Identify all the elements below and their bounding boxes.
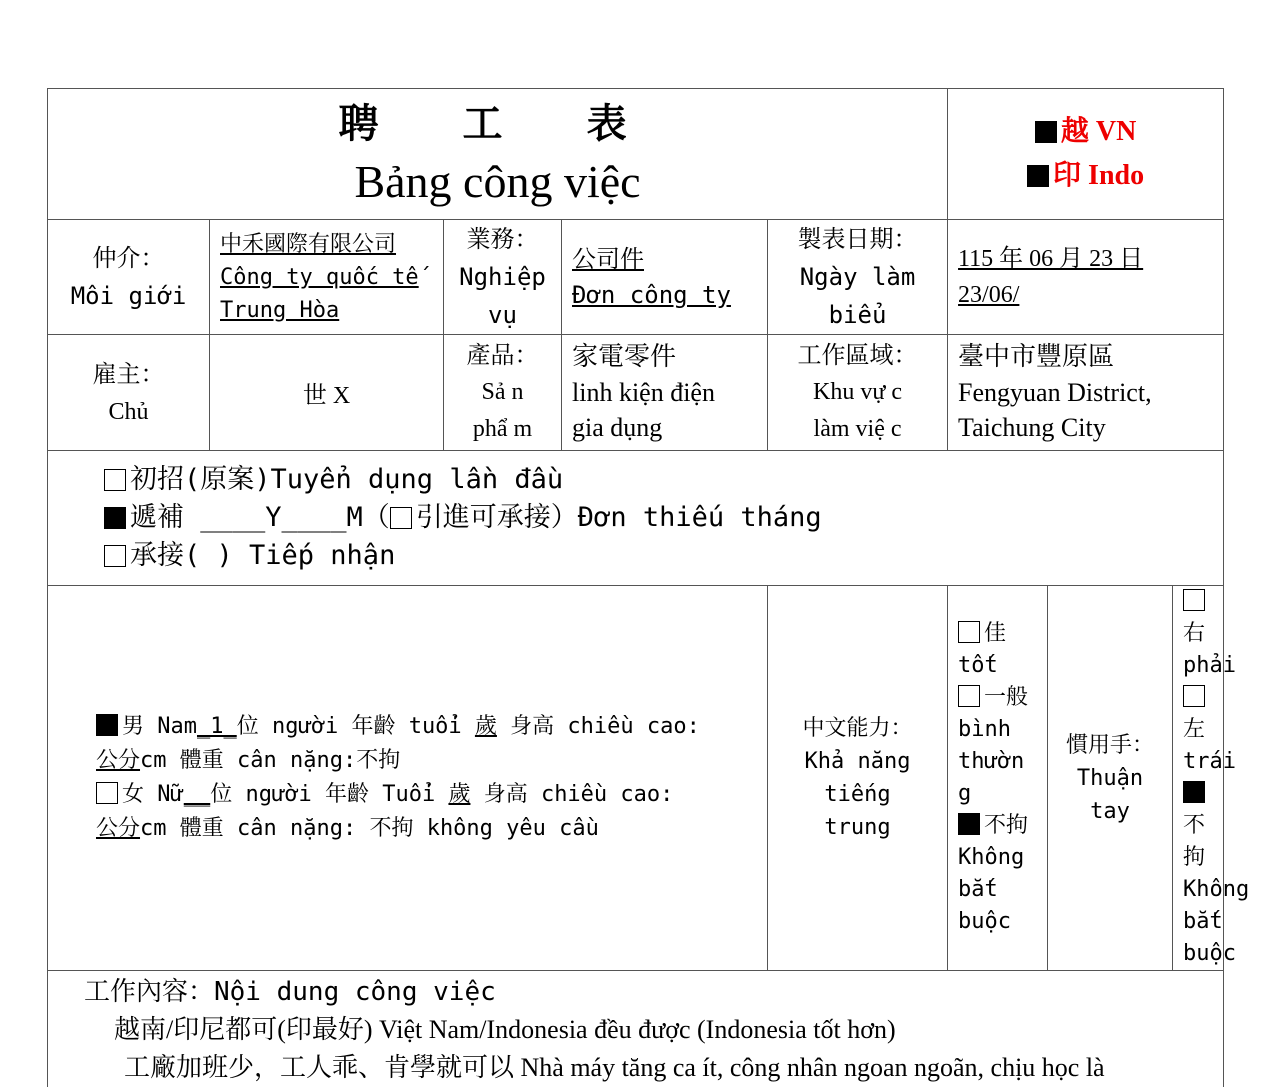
- gender-cell: [48, 586, 768, 971]
- chinese-none-vi1: Không: [958, 842, 1047, 874]
- title-vi: Bảng công việc: [48, 155, 947, 208]
- language-cell: [948, 89, 1224, 220]
- business-value-zh: 公司件: [572, 241, 767, 277]
- area-label: [768, 335, 948, 451]
- male-d: cm 體重 cân nặng:不拘: [140, 748, 400, 773]
- checkbox-chinese-good[interactable]: [958, 621, 980, 643]
- date-value-vi: 23/06/: [958, 277, 1223, 313]
- lang-indo: 印 Indo: [1053, 160, 1144, 191]
- date-label-vi1: Ngày làm: [768, 258, 947, 296]
- recruit-options: [48, 451, 1224, 586]
- recruit-opt1: [104, 461, 1223, 499]
- business-label-vi2: vụ: [444, 296, 561, 334]
- checkbox-initial[interactable]: [104, 469, 126, 491]
- hand-right-zh: 右: [1183, 621, 1205, 646]
- product-value-vi2: gia dụng: [572, 410, 767, 445]
- recruit-opt2b-text: 引進可承接）Đơn thiếu tháng: [416, 502, 822, 533]
- male-line: [96, 710, 767, 744]
- hand-label-vi2: tay: [1048, 795, 1172, 828]
- checkbox-hand-none[interactable]: [1183, 781, 1205, 803]
- checkbox-chinese-none[interactable]: [958, 813, 980, 835]
- job-content-line1: 越南/印尼都可(印最好) Việt Nam/Indonesia đều được (Indonesia tốt hơn): [84, 1011, 1223, 1049]
- job-content-line2: 工廠加班少，工人乖、肯學就可以 Nhà máy tăng ca ít, công nhân ngoan ngoãn, chịu học là: [84, 1049, 1223, 1087]
- business-label: [444, 220, 562, 335]
- female-a: 女 Nữ: [122, 782, 184, 807]
- broker-value-zh: 中禾國際有限公司: [220, 228, 443, 261]
- checkbox-replace[interactable]: [104, 507, 126, 529]
- checkbox-male[interactable]: [96, 714, 118, 736]
- hand-left-vi: trái: [1183, 746, 1223, 778]
- area-label-vi2: làm việ c: [768, 411, 947, 448]
- area-label-vi1: Khu vự c: [768, 374, 947, 411]
- female-b: 位 người 年齡 Tuổi: [210, 782, 448, 807]
- date-value-zh: 115 年 06 月 23 日: [958, 241, 1223, 277]
- recruit-opt3-text: 承接( ) Tiếp nhận: [130, 540, 395, 571]
- chinese-good-vi: tốt: [958, 650, 1047, 682]
- title-zh: 聘 工 表: [48, 92, 947, 149]
- business-label-vi1: Nghiệp: [444, 258, 561, 296]
- female-height-unit: 公分: [96, 816, 140, 841]
- hand-none-vi3: buộc: [1183, 938, 1223, 970]
- male-age-unit: 歲: [475, 714, 497, 739]
- area-value: [948, 335, 1224, 451]
- area-label-zh: 工作區域：: [768, 337, 947, 374]
- checkbox-transferable[interactable]: [390, 507, 412, 529]
- chinese-label-vi1: Khả năng: [768, 745, 947, 778]
- chinese-none-vi3: buộc: [958, 906, 1047, 938]
- checkbox-hand-right[interactable]: [1183, 589, 1205, 611]
- female-age-unit: 歲: [448, 782, 470, 807]
- broker-label: [48, 220, 210, 335]
- female-c: 身高 chiều cao:: [470, 782, 673, 807]
- broker-label-vi: Môi giới: [48, 277, 209, 315]
- broker-label-zh: 仲介：: [48, 239, 209, 277]
- female-line2: [96, 812, 767, 846]
- employer-label-zh: 雇主：: [48, 355, 209, 393]
- female-line: [96, 778, 767, 812]
- checkbox-hand-left[interactable]: [1183, 685, 1205, 707]
- chinese-none-zh: 不拘: [984, 813, 1028, 838]
- chinese-label-zh: 中文能力：: [768, 712, 947, 745]
- recruit-opt3: [104, 537, 1223, 575]
- chinese-good-zh: 佳: [984, 621, 1006, 646]
- chinese-normal-zh: 一般: [984, 685, 1028, 710]
- product-label-vi2: phẩ m: [444, 411, 561, 448]
- job-content-label: 工作內容：Nội dung công việc: [84, 973, 1223, 1011]
- broker-value: [210, 220, 444, 335]
- lang-vn: 越 VN: [1061, 116, 1136, 147]
- date-label: [768, 220, 948, 335]
- male-b: 位 người 年齡 tuổi: [237, 714, 475, 739]
- chinese-normal-vi3: g: [958, 778, 1047, 810]
- chinese-label-vi3: trung: [768, 811, 947, 844]
- employer-label-vi: Chủ: [48, 393, 209, 431]
- chinese-none-vi2: bắt: [958, 874, 1047, 906]
- title-cell: [48, 89, 948, 220]
- chinese-options: [948, 586, 1048, 971]
- hand-left-zh: 左: [1183, 717, 1205, 742]
- employer-label: [48, 335, 210, 451]
- date-label-zh: 製表日期：: [768, 220, 947, 258]
- male-a: 男 Nam: [122, 714, 197, 739]
- hand-none-vi1: Không: [1183, 874, 1223, 906]
- product-value: [562, 335, 768, 451]
- broker-value-vi2: Trung Hòa: [220, 294, 443, 327]
- area-value-zh: 臺中市豐原區: [958, 340, 1223, 375]
- chinese-normal-vi2: thườn: [958, 746, 1047, 778]
- male-line2: [96, 744, 767, 778]
- product-label-vi1: Sả n: [444, 374, 561, 411]
- female-count: __: [184, 782, 211, 807]
- date-value: [948, 220, 1224, 335]
- female-d: cm 體重 cân nặng: 不拘 không yêu cầu: [140, 816, 599, 841]
- hand-right-vi: phải: [1183, 650, 1223, 682]
- male-count: _1_: [197, 714, 237, 739]
- hand-options: [1173, 586, 1224, 971]
- business-value: [562, 220, 768, 335]
- area-value-en2: Taichung City: [958, 410, 1223, 445]
- product-value-zh: 家電零件: [572, 340, 767, 375]
- chinese-label-vi2: tiếng: [768, 778, 947, 811]
- checkbox-chinese-normal[interactable]: [958, 685, 980, 707]
- recruit-opt1-text: 初招(原案)Tuyển dụng lần đầu: [130, 464, 563, 495]
- product-label-zh: 產品：: [444, 337, 561, 374]
- male-c: 身高 chiều cao:: [497, 714, 700, 739]
- chinese-label: [768, 586, 948, 971]
- employer-value: 世 X: [210, 335, 444, 451]
- chinese-normal-vi1: bình: [958, 714, 1047, 746]
- checkbox-female[interactable]: [96, 782, 118, 804]
- product-label: [444, 335, 562, 451]
- date-label-vi2: biểu: [768, 296, 947, 334]
- hand-none-vi2: bắt: [1183, 906, 1223, 938]
- checkbox-takeover[interactable]: [104, 545, 126, 567]
- hand-label-vi1: Thuận: [1048, 762, 1172, 795]
- job-form: [47, 88, 1223, 1087]
- area-value-en1: Fengyuan District,: [958, 375, 1223, 410]
- checkbox-indo[interactable]: [1027, 165, 1049, 187]
- hand-label-zh: 慣用手：: [1048, 729, 1172, 762]
- product-value-vi1: linh kiện điện: [572, 375, 767, 410]
- checkbox-vn[interactable]: [1035, 121, 1057, 143]
- business-label-zh: 業務：: [444, 220, 561, 258]
- recruit-opt2: [104, 499, 1223, 537]
- broker-value-vi1: Công ty quốc tế: [220, 261, 443, 294]
- hand-none-zh: 不拘: [1183, 813, 1205, 870]
- hand-label: [1048, 586, 1173, 971]
- business-value-vi: Đơn công ty: [572, 277, 767, 313]
- job-content: [48, 971, 1224, 1087]
- male-height-unit: 公分: [96, 748, 140, 773]
- recruit-opt2a-text: 遞補 ____Y____M（: [130, 502, 390, 533]
